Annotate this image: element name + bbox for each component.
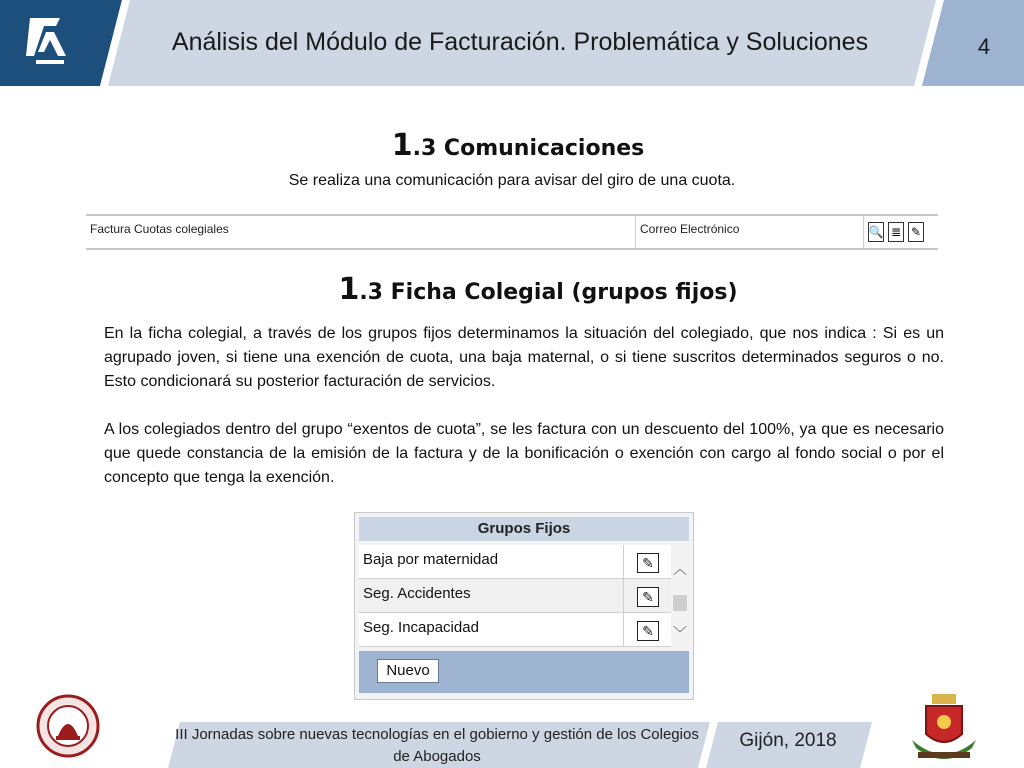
footer-city: Gijón, 2018: [739, 730, 837, 751]
scrollbar[interactable]: [671, 543, 689, 647]
section-number: 1: [391, 128, 413, 163]
search-icon[interactable]: 🔍: [868, 222, 884, 242]
chevron-up-icon[interactable]: ︿: [673, 561, 687, 577]
edit-icon[interactable]: ✎: [908, 222, 924, 242]
section-title-text: .3 Comunicaciones: [412, 136, 645, 161]
edit-icon[interactable]: ✎: [637, 587, 659, 607]
grupos-fijos-panel: [354, 512, 694, 700]
communication-concept: Factura Cuotas colegiales: [86, 216, 636, 248]
edit-icon[interactable]: ✎: [637, 621, 659, 641]
row-divider: [623, 579, 624, 613]
section-title-comunicaciones: [0, 128, 1024, 163]
communication-actions: [868, 222, 924, 242]
gijon-coat-of-arms-icon: [906, 690, 982, 764]
communication-channel: Correo Electrónico: [636, 216, 864, 248]
section-number: 1: [338, 272, 360, 307]
row-divider: [623, 545, 624, 579]
footer-event: III Jornadas sobre nuevas tecnologías en el gobierno y gestión de los Colegios de Abogados: [175, 726, 699, 765]
grupos-fijos-footer: [359, 651, 689, 693]
section-title-ficha-colegial: [0, 272, 1024, 307]
page-number: 4: [977, 34, 991, 59]
page-title: Análisis del Módulo de Facturación. Problemática y Soluciones: [171, 28, 869, 56]
row-divider: [623, 613, 624, 647]
grupo-row-label: Baja por maternidad: [363, 551, 499, 568]
section-title-text: .3 Ficha Colegial (grupos fijos): [359, 280, 738, 305]
grupo-row[interactable]: [359, 613, 671, 647]
grupos-fijos-header: Grupos Fijos: [359, 517, 689, 541]
paragraph-exentos: A los colegiados dentro del grupo “exentos de cuota”, se les factura con un descuento del 100%, ya que es necesario que quede constancia de la emisión de la factura y de la bonificación o exención con cargo al fondo social o por el concepto que tenga la exención.: [104, 421, 944, 486]
list-icon[interactable]: ≣: [888, 222, 904, 242]
edit-icon[interactable]: ✎: [637, 553, 659, 573]
grupo-row-label: Seg. Accidentes: [363, 585, 471, 602]
grupo-row[interactable]: [359, 579, 671, 613]
paragraph-grupos-fijos: En la ficha colegial, a través de los grupos fijos determinamos la situación del colegiado, que nos indica : Si es un agrupado joven, si tiene una exención de cuota, una baja maternal, o si tiene suscritos determinados seguros o no. Esto condicionará su posterior facturación de servicios.: [104, 325, 944, 390]
chevron-down-icon[interactable]: ﹀: [673, 625, 687, 641]
nuevo-button[interactable]: Nuevo: [377, 659, 439, 683]
grupo-row-label: Seg. Incapacidad: [363, 619, 479, 636]
section-subtitle: Se realiza una comunicación para avisar del giro de una cuota.: [288, 172, 736, 189]
scrollbar-thumb[interactable]: [673, 595, 687, 611]
grupo-row[interactable]: [359, 545, 671, 579]
communication-row[interactable]: [86, 214, 938, 250]
colegio-abogados-seal-icon: [36, 692, 100, 762]
